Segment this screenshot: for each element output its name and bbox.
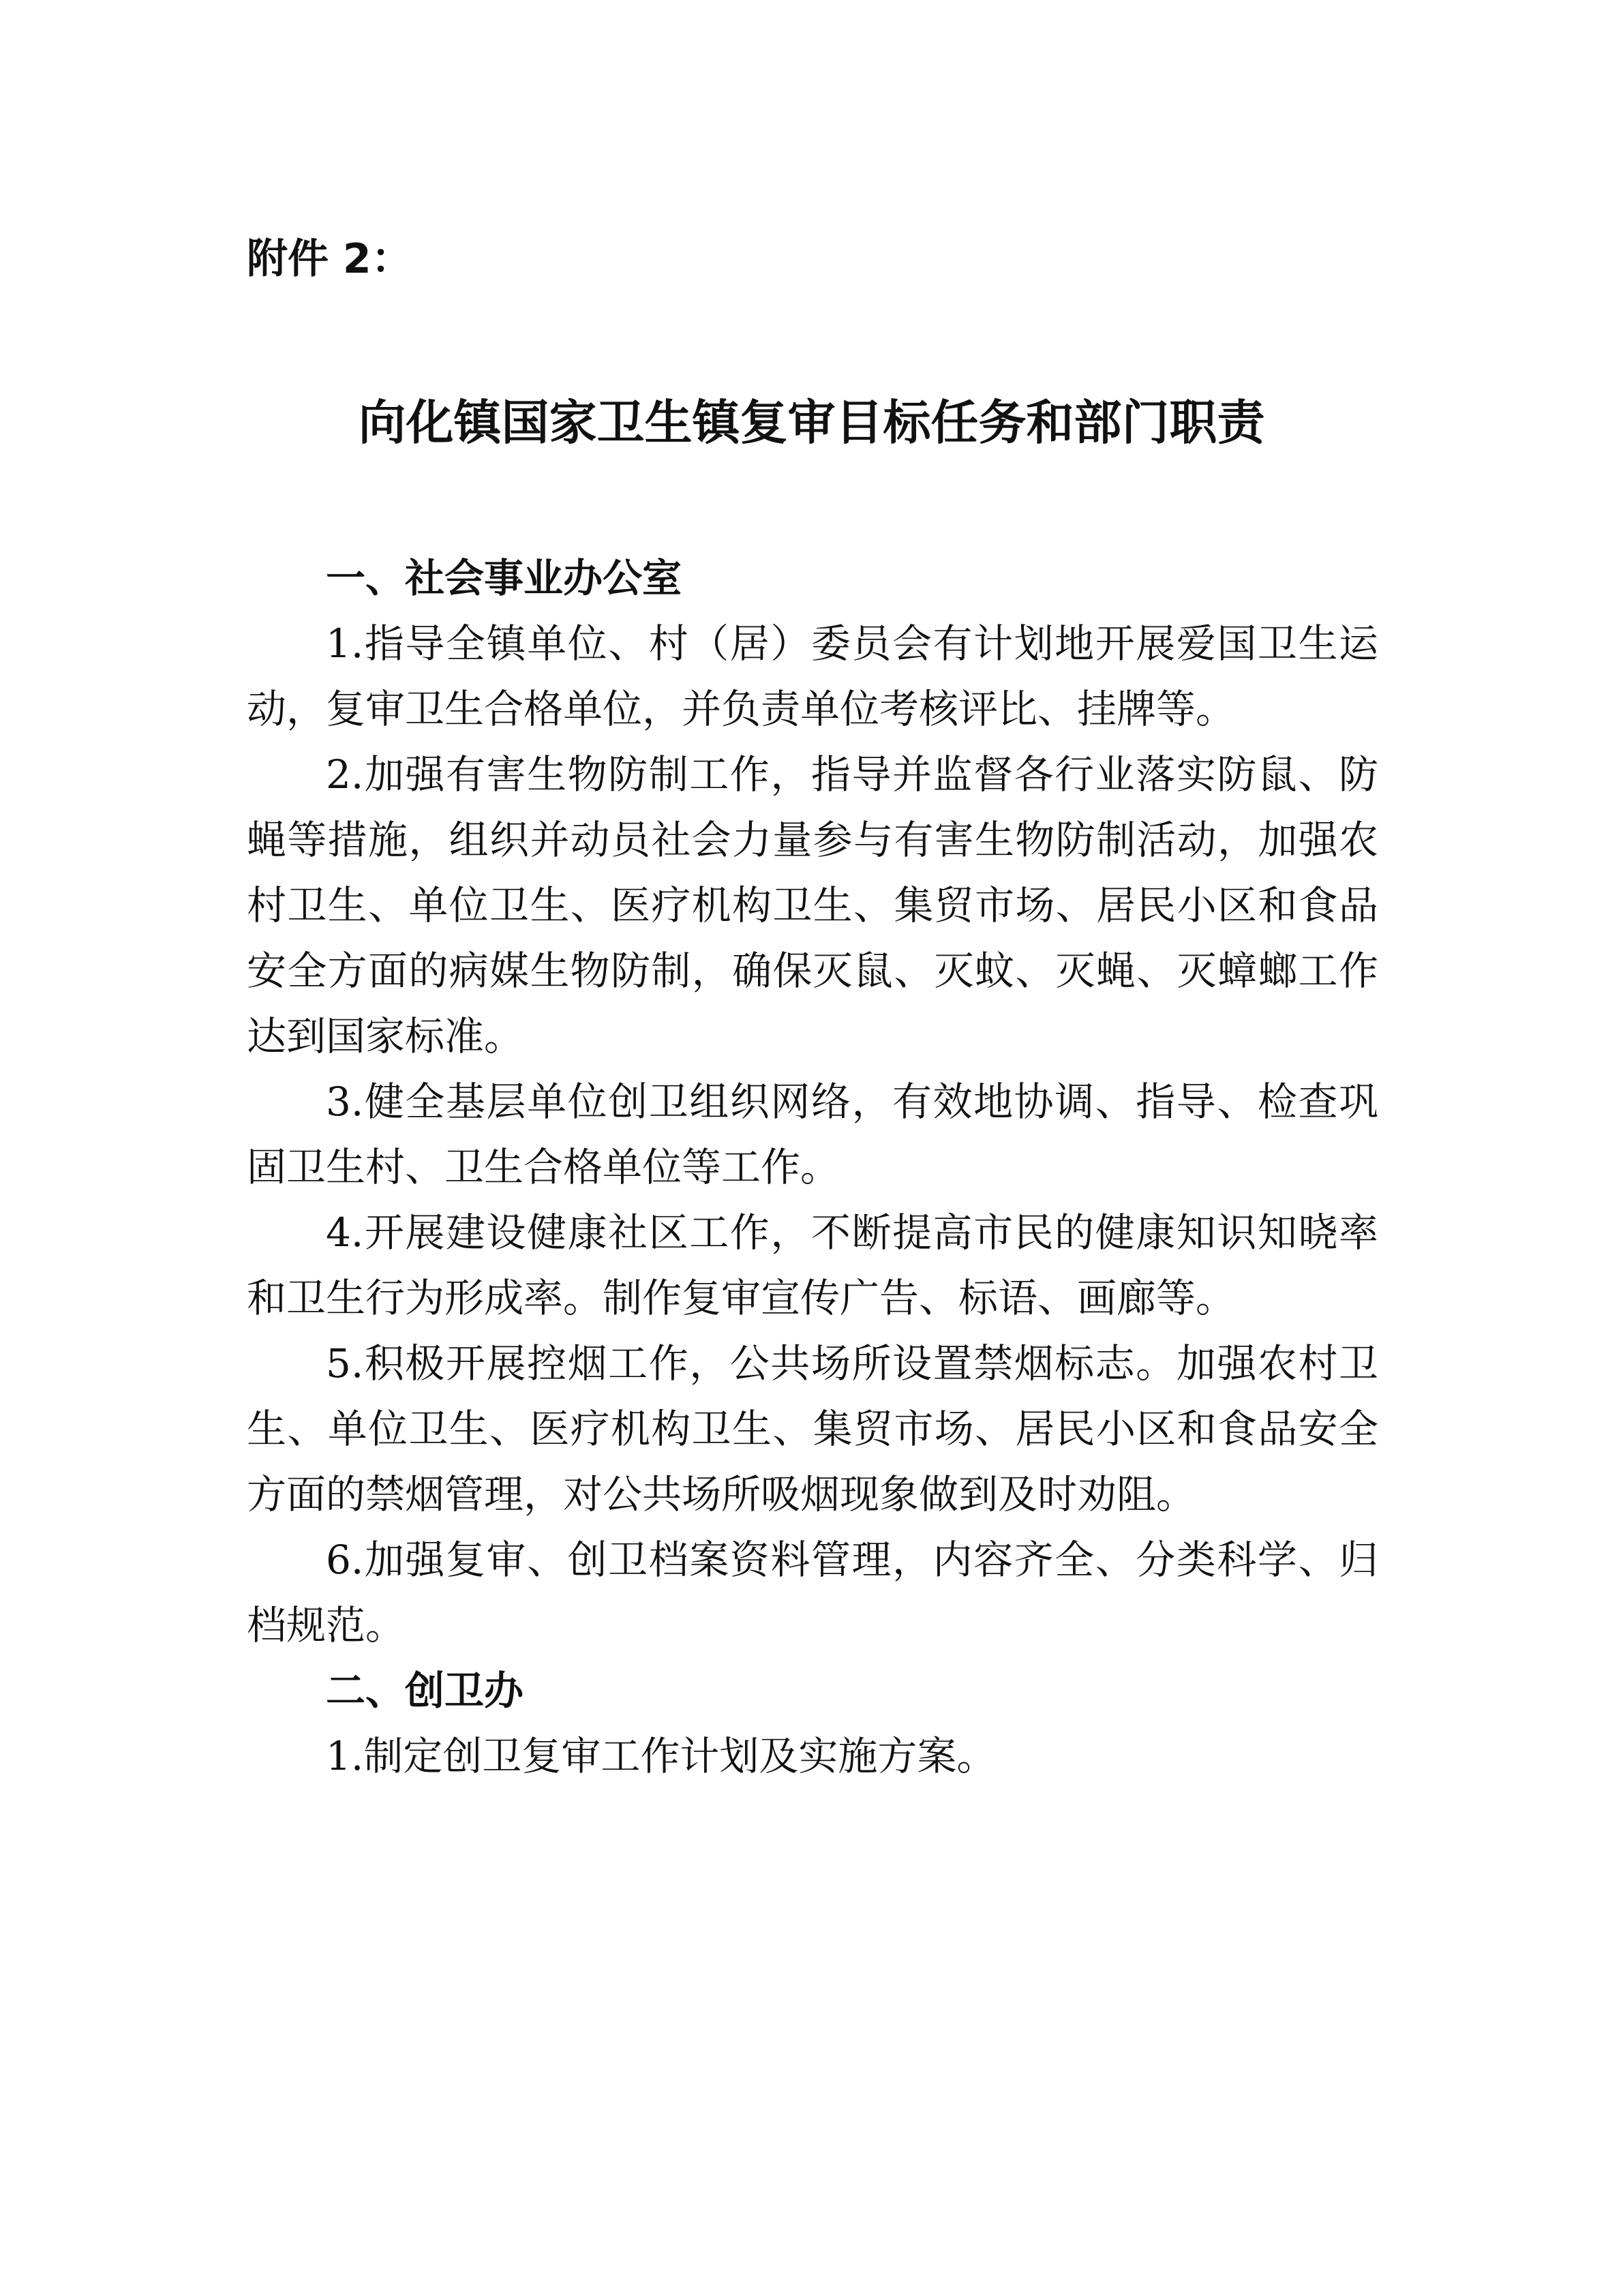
paragraph-item-2: 2.加强有害生物防制工作，指导并监督各行业落实防鼠、防蝇等措施，组织并动员社会力量参与有害生物防制活动，加强农村卫生、单位卫生、医疗机构卫生、集贸市场、居民小区和食品安全方面的病媒生物防制，确保灭鼠、灭蚊、灭蝇、灭蟑螂工作达到国家标准。: [247, 751, 1378, 1059]
paragraph-item-1: 1.指导全镇单位、村（居）委员会有计划地开展爱国卫生运动，复审卫生合格单位，并负责单位考核评比、挂牌等。: [247, 620, 1378, 732]
paragraph-item-5: 5.积极开展控烟工作，公共场所设置禁烟标志。加强农村卫生、单位卫生、医疗机构卫生、集贸市场、居民小区和食品安全方面的禁烟管理，对公共场所吸烟现象做到及时劝阻。: [247, 1340, 1378, 1517]
paragraph-item-3: 3.健全基层单位创卫组织网络，有效地协调、指导、检查巩固卫生村、卫生合格单位等工作。: [247, 1078, 1378, 1190]
paragraph-item-4: 4.开展建设健康社区工作，不断提高市民的健康知识知晓率和卫生行为形成率。制作复审宣传广告、标语、画廊等。: [247, 1209, 1378, 1321]
document-title: 向化镇国家卫生镇复审目标任务和部门职责: [358, 395, 1265, 451]
section-heading-health-office: 二、创卫办: [326, 1667, 524, 1714]
section-heading-social-affairs-office: 一、社会事业办公室: [326, 555, 682, 601]
attachment-label: 附件 2：: [247, 235, 412, 283]
document-body: [247, 545, 1378, 1789]
paragraph-item-6: 6.加强复审、创卫档案资料管理，内容齐全、分类科学、归档规范。: [247, 1537, 1378, 1648]
paragraph-item-1-health-office: 1.制定创卫复审工作计划及实施方案。: [326, 1733, 997, 1779]
